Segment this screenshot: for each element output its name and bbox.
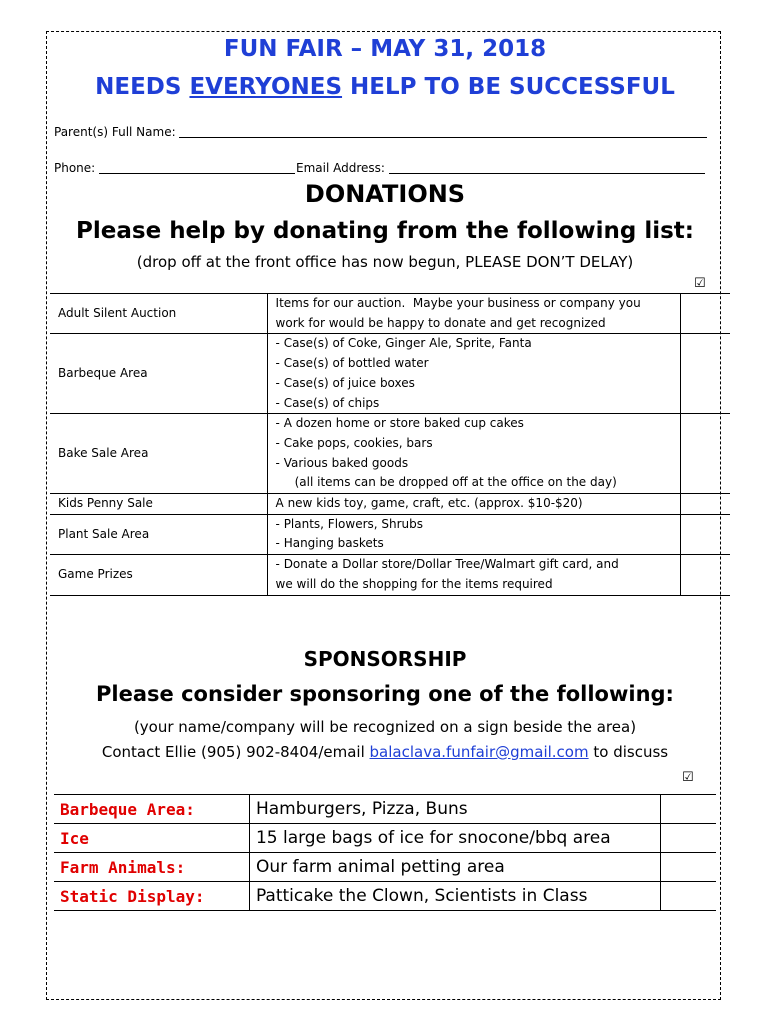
- donation-check-cell[interactable]: [681, 514, 730, 554]
- donation-detail-line: Items for our auction. Maybe your business or company you: [275, 296, 641, 310]
- donation-category: Game Prizes: [50, 555, 267, 595]
- contact-text-end: to discuss: [588, 743, 669, 761]
- donation-check-cell[interactable]: [681, 334, 730, 414]
- parent-name-field: [54, 125, 707, 139]
- sponsorship-row: [54, 882, 716, 911]
- sponsorship-note: (your name/company will be recognized on a sign beside the area): [133, 718, 637, 736]
- donation-details: [267, 414, 681, 494]
- donation-details: [267, 294, 681, 334]
- sponsorship-area: Static Display:: [54, 882, 249, 911]
- contact-email-link[interactable]: balaclava.funfair@gmail.com: [369, 743, 589, 761]
- subtitle-part-2: HELP TO BE SUCCESSFUL: [342, 74, 675, 100]
- donation-details: [267, 514, 681, 554]
- donation-check-cell[interactable]: [681, 414, 730, 494]
- donation-detail-line: work for would be happy to donate and get recognized: [275, 315, 606, 330]
- sponsorship-subheading: Please consider sponsoring one of the following:: [96, 682, 674, 706]
- sponsorship-table: [54, 794, 716, 911]
- donation-detail-line: - Case(s) of chips: [275, 395, 380, 410]
- subtitle-underlined-word: EVERYONES: [189, 74, 343, 100]
- donation-category: Adult Silent Auction: [50, 294, 267, 334]
- donation-detail-line: - Plants, Flowers, Shrubs: [275, 516, 424, 531]
- donation-detail-line: we will do the shopping for the items required: [275, 576, 553, 591]
- sponsorship-area: Ice: [54, 824, 249, 853]
- donation-category: Kids Penny Sale: [50, 494, 267, 515]
- parent-name-label: Parent(s) Full Name:: [54, 125, 176, 139]
- donations-heading: DONATIONS: [304, 180, 466, 208]
- donation-detail-line: A new kids toy, game, craft, etc. (approx. $10-$20): [275, 496, 583, 511]
- donation-category: Plant Sale Area: [50, 514, 267, 554]
- phone-field: [54, 161, 295, 175]
- sponsorship-row: [54, 853, 716, 882]
- donation-row: [50, 294, 730, 334]
- phone-input[interactable]: [99, 173, 295, 174]
- sponsorship-area: Farm Animals:: [54, 853, 249, 882]
- donation-row: [50, 514, 730, 554]
- donation-detail-line: - Case(s) of Coke, Ginger Ale, Sprite, Fanta: [275, 336, 532, 351]
- donation-detail-line: - Donate a Dollar store/Dollar Tree/Walmart gift card, and: [275, 557, 619, 572]
- donation-row: [50, 334, 730, 414]
- email-label: Email Address:: [296, 161, 385, 175]
- donation-row: [50, 494, 730, 515]
- phone-label: Phone:: [54, 161, 96, 175]
- sponsorship-check-cell[interactable]: [661, 795, 716, 824]
- donation-detail-line: - Various baked goods: [275, 455, 409, 470]
- donation-detail-line: (all items can be dropped off at the office on the day): [275, 475, 617, 490]
- donations-subheading: Please help by donating from the following list:: [76, 218, 694, 244]
- email-input[interactable]: [389, 173, 705, 174]
- sponsorship-contact: [0, 743, 770, 761]
- donation-category: Bake Sale Area: [50, 414, 267, 494]
- donation-row: [50, 555, 730, 595]
- event-subtitle: [0, 74, 770, 100]
- donation-detail-line: - A dozen home or store baked cup cakes: [275, 416, 524, 431]
- donation-detail-line: - Case(s) of bottled water: [275, 356, 429, 371]
- sponsorship-description: Our farm animal petting area: [249, 853, 660, 882]
- event-title: FUN FAIR – MAY 31, 2018: [223, 36, 547, 62]
- sponsorship-check-cell[interactable]: [661, 882, 716, 911]
- donations-checkbox-icon: ☑: [694, 276, 706, 291]
- donation-category: Barbeque Area: [50, 334, 267, 414]
- sponsorship-check-cell[interactable]: [661, 853, 716, 882]
- donation-row: [50, 414, 730, 494]
- donation-detail-line: - Case(s) of juice boxes: [275, 375, 415, 390]
- sponsorship-checkbox-icon: ☑: [682, 770, 694, 785]
- sponsorship-row: [54, 795, 716, 824]
- parent-name-input[interactable]: [179, 137, 707, 138]
- sponsorship-row: [54, 824, 716, 853]
- sponsorship-area: Barbeque Area:: [54, 795, 249, 824]
- sponsorship-heading: SPONSORSHIP: [303, 647, 467, 671]
- donation-detail-line: - Hanging baskets: [275, 536, 384, 551]
- sponsorship-check-cell[interactable]: [661, 824, 716, 853]
- sponsorship-description: Hamburgers, Pizza, Buns: [249, 795, 660, 824]
- donation-check-cell[interactable]: [681, 294, 730, 334]
- sponsorship-description: Patticake the Clown, Scientists in Class: [249, 882, 660, 911]
- donations-note: (drop off at the front office has now begun, PLEASE DON’T DELAY): [136, 253, 634, 271]
- contact-text: Contact Ellie (905) 902-8404/email: [101, 743, 370, 761]
- email-field: [296, 161, 705, 175]
- donation-check-cell[interactable]: [681, 555, 730, 595]
- donation-details: [267, 555, 681, 595]
- donations-table: [50, 293, 730, 596]
- donation-check-cell[interactable]: [681, 494, 730, 515]
- donation-details: [267, 494, 681, 515]
- subtitle-part-1: NEEDS: [95, 74, 190, 100]
- sponsorship-description: 15 large bags of ice for snocone/bbq area: [249, 824, 660, 853]
- donation-detail-line: - Cake pops, cookies, bars: [275, 435, 433, 450]
- donation-details: [267, 334, 681, 414]
